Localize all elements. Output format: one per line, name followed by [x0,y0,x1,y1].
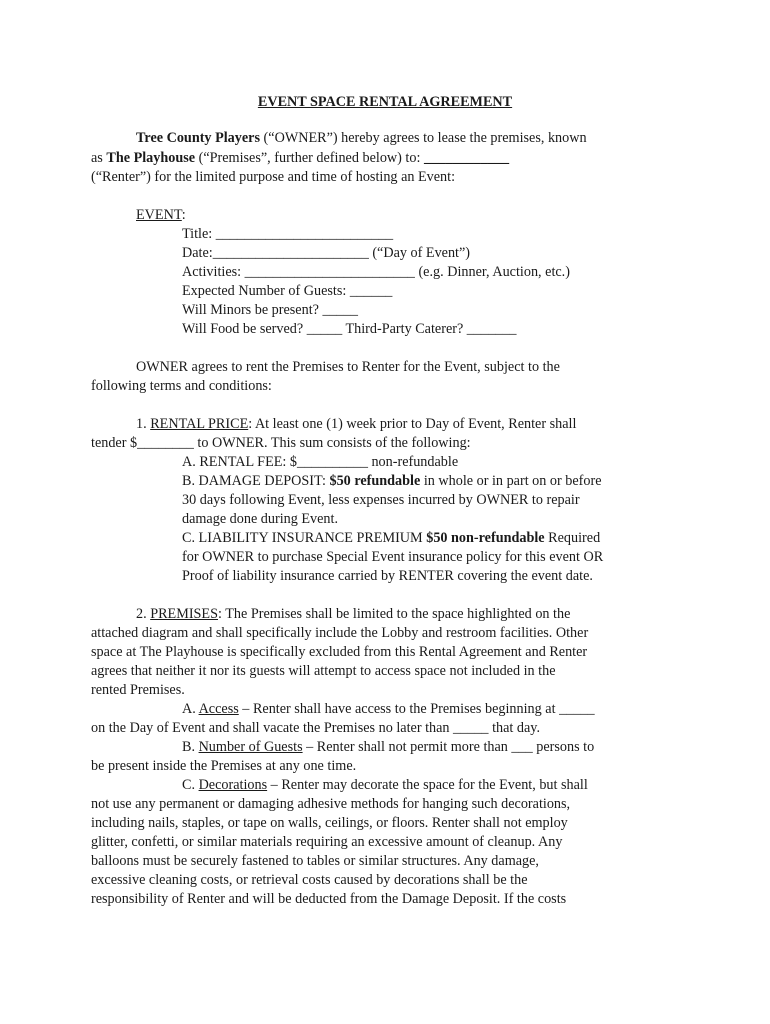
decorations-line-7: responsibility of Renter and will be deducted from the Damage Deposit. If the costs [91,891,567,907]
decorations-line-4: glitter, confetti, or similar materials requiring an excessive amount of cleanup. Any [91,834,563,850]
decorations-line-6: excessive cleaning costs, or retrieval costs caused by decorations shall be the [91,872,528,888]
premises-line-5: rented Premises. [91,682,185,698]
damage-deposit-label: B. DAMAGE DEPOSIT: [182,473,330,489]
intro-line-2 [91,149,509,168]
event-date-field: Date:______________________ (“Day of Event”) [182,245,471,261]
premises-name: The Playhouse [106,150,196,166]
insurance-amount: $50 non-refundable [426,530,545,546]
access-line-2: on the Day of Event and shall vacate the Premises no later than _____ that day. [91,720,541,736]
event-minors-field: Will Minors be present? _____ [182,302,358,318]
event-heading [136,206,186,225]
premises-line-1 [136,605,570,624]
rental-fee-item: A. RENTAL FEE: $__________ non-refundable [182,454,459,470]
access-prefix: A. [182,701,199,717]
intro-line-1 [136,129,587,148]
rental-price-line-1 [136,415,576,434]
guests-text: – Renter shall not permit more than ___ persons to [302,739,595,755]
event-title-field: Title: _________________________ [182,226,394,242]
event-heading-label: EVENT [136,207,182,223]
event-food-field: Will Food be served? _____ Third-Party Caterer? _______ [182,321,517,337]
insurance-item [182,529,600,548]
rental-price-number: 1. [136,416,151,432]
access-text: – Renter shall have access to the Premises beginning at _____ [238,701,595,717]
insurance-line-3: Proof of liability insurance carried by RENTER covering the event date. [182,568,593,584]
premises-heading: PREMISES [150,606,218,622]
event-guests-field: Expected Number of Guests: ______ [182,283,393,299]
premises-line-2: attached diagram and shall specifically include the Lobby and restroom facilities. Other [91,625,589,641]
event-heading-colon: : [181,207,186,223]
intro-line-2-prefix: as [91,150,107,166]
premises-line-4: agrees that neither it nor its guests will attempt to access space not included in the [91,663,556,679]
decorations-item [182,776,588,795]
insurance-text: Required [544,530,601,546]
guests-prefix: B. [182,739,199,755]
damage-deposit-item [182,472,602,491]
damage-deposit-line-2: 30 days following Event, less expenses incurred by OWNER to repair [182,492,580,508]
decorations-heading: Decorations [198,777,268,793]
premises-line-1-text: : The Premises shall be limited to the space highlighted on the [218,606,571,622]
owner-name: Tree County Players [136,130,260,146]
document-title: EVENT SPACE RENTAL AGREEMENT [257,94,513,110]
rental-price-heading: RENTAL PRICE [150,416,249,432]
agree-line-2: following terms and conditions: [91,378,272,394]
damage-deposit-line-3: damage done during Event. [182,511,339,527]
decorations-line-5: balloons must be securely fastened to tables or similar structures. Any damage, [91,853,539,869]
guests-line-2: be present inside the Premises at any one time. [91,758,357,774]
damage-deposit-amount: $50 refundable [329,473,421,489]
intro-line-3: (“Renter”) for the limited purpose and time of hosting an Event: [91,169,456,185]
premises-line-3: space at The Playhouse is specifically excluded from this Rental Agreement and Renter [91,644,588,660]
premises-number: 2. [136,606,151,622]
decorations-prefix: C. [182,777,199,793]
guests-item [182,738,594,757]
decorations-text: – Renter may decorate the space for the Event, but shall [267,777,588,793]
agree-line-1: OWNER agrees to rent the Premises to Renter for the Event, subject to the [136,359,560,375]
access-heading: Access [198,701,239,717]
intro-line-2-text: (“Premises”, further defined below) to: [195,150,424,166]
decorations-line-2: not use any permanent or damaging adhesive methods for hanging such decorations, [91,796,571,812]
decorations-line-3: including nails, staples, or tape on walls, ceilings, or floors. Renter shall not employ [91,815,568,831]
event-activities-field: Activities: ________________________ (e.g. Dinner, Auction, etc.) [182,264,570,280]
access-item [182,700,595,719]
insurance-line-2: for OWNER to purchase Special Event insurance policy for this event OR [182,549,604,565]
damage-deposit-text: in whole or in part on or before [420,473,602,489]
intro-line-1-text: (“OWNER”) hereby agrees to lease the premises, known [260,130,587,146]
insurance-label: C. LIABILITY INSURANCE PREMIUM [182,530,427,546]
rental-price-line-2: tender $________ to OWNER. This sum consists of the following: [91,435,471,451]
guests-heading: Number of Guests [198,739,303,755]
renter-blank: ____________ [423,150,510,166]
rental-price-line-1-text: : At least one (1) week prior to Day of Event, Renter shall [248,416,577,432]
